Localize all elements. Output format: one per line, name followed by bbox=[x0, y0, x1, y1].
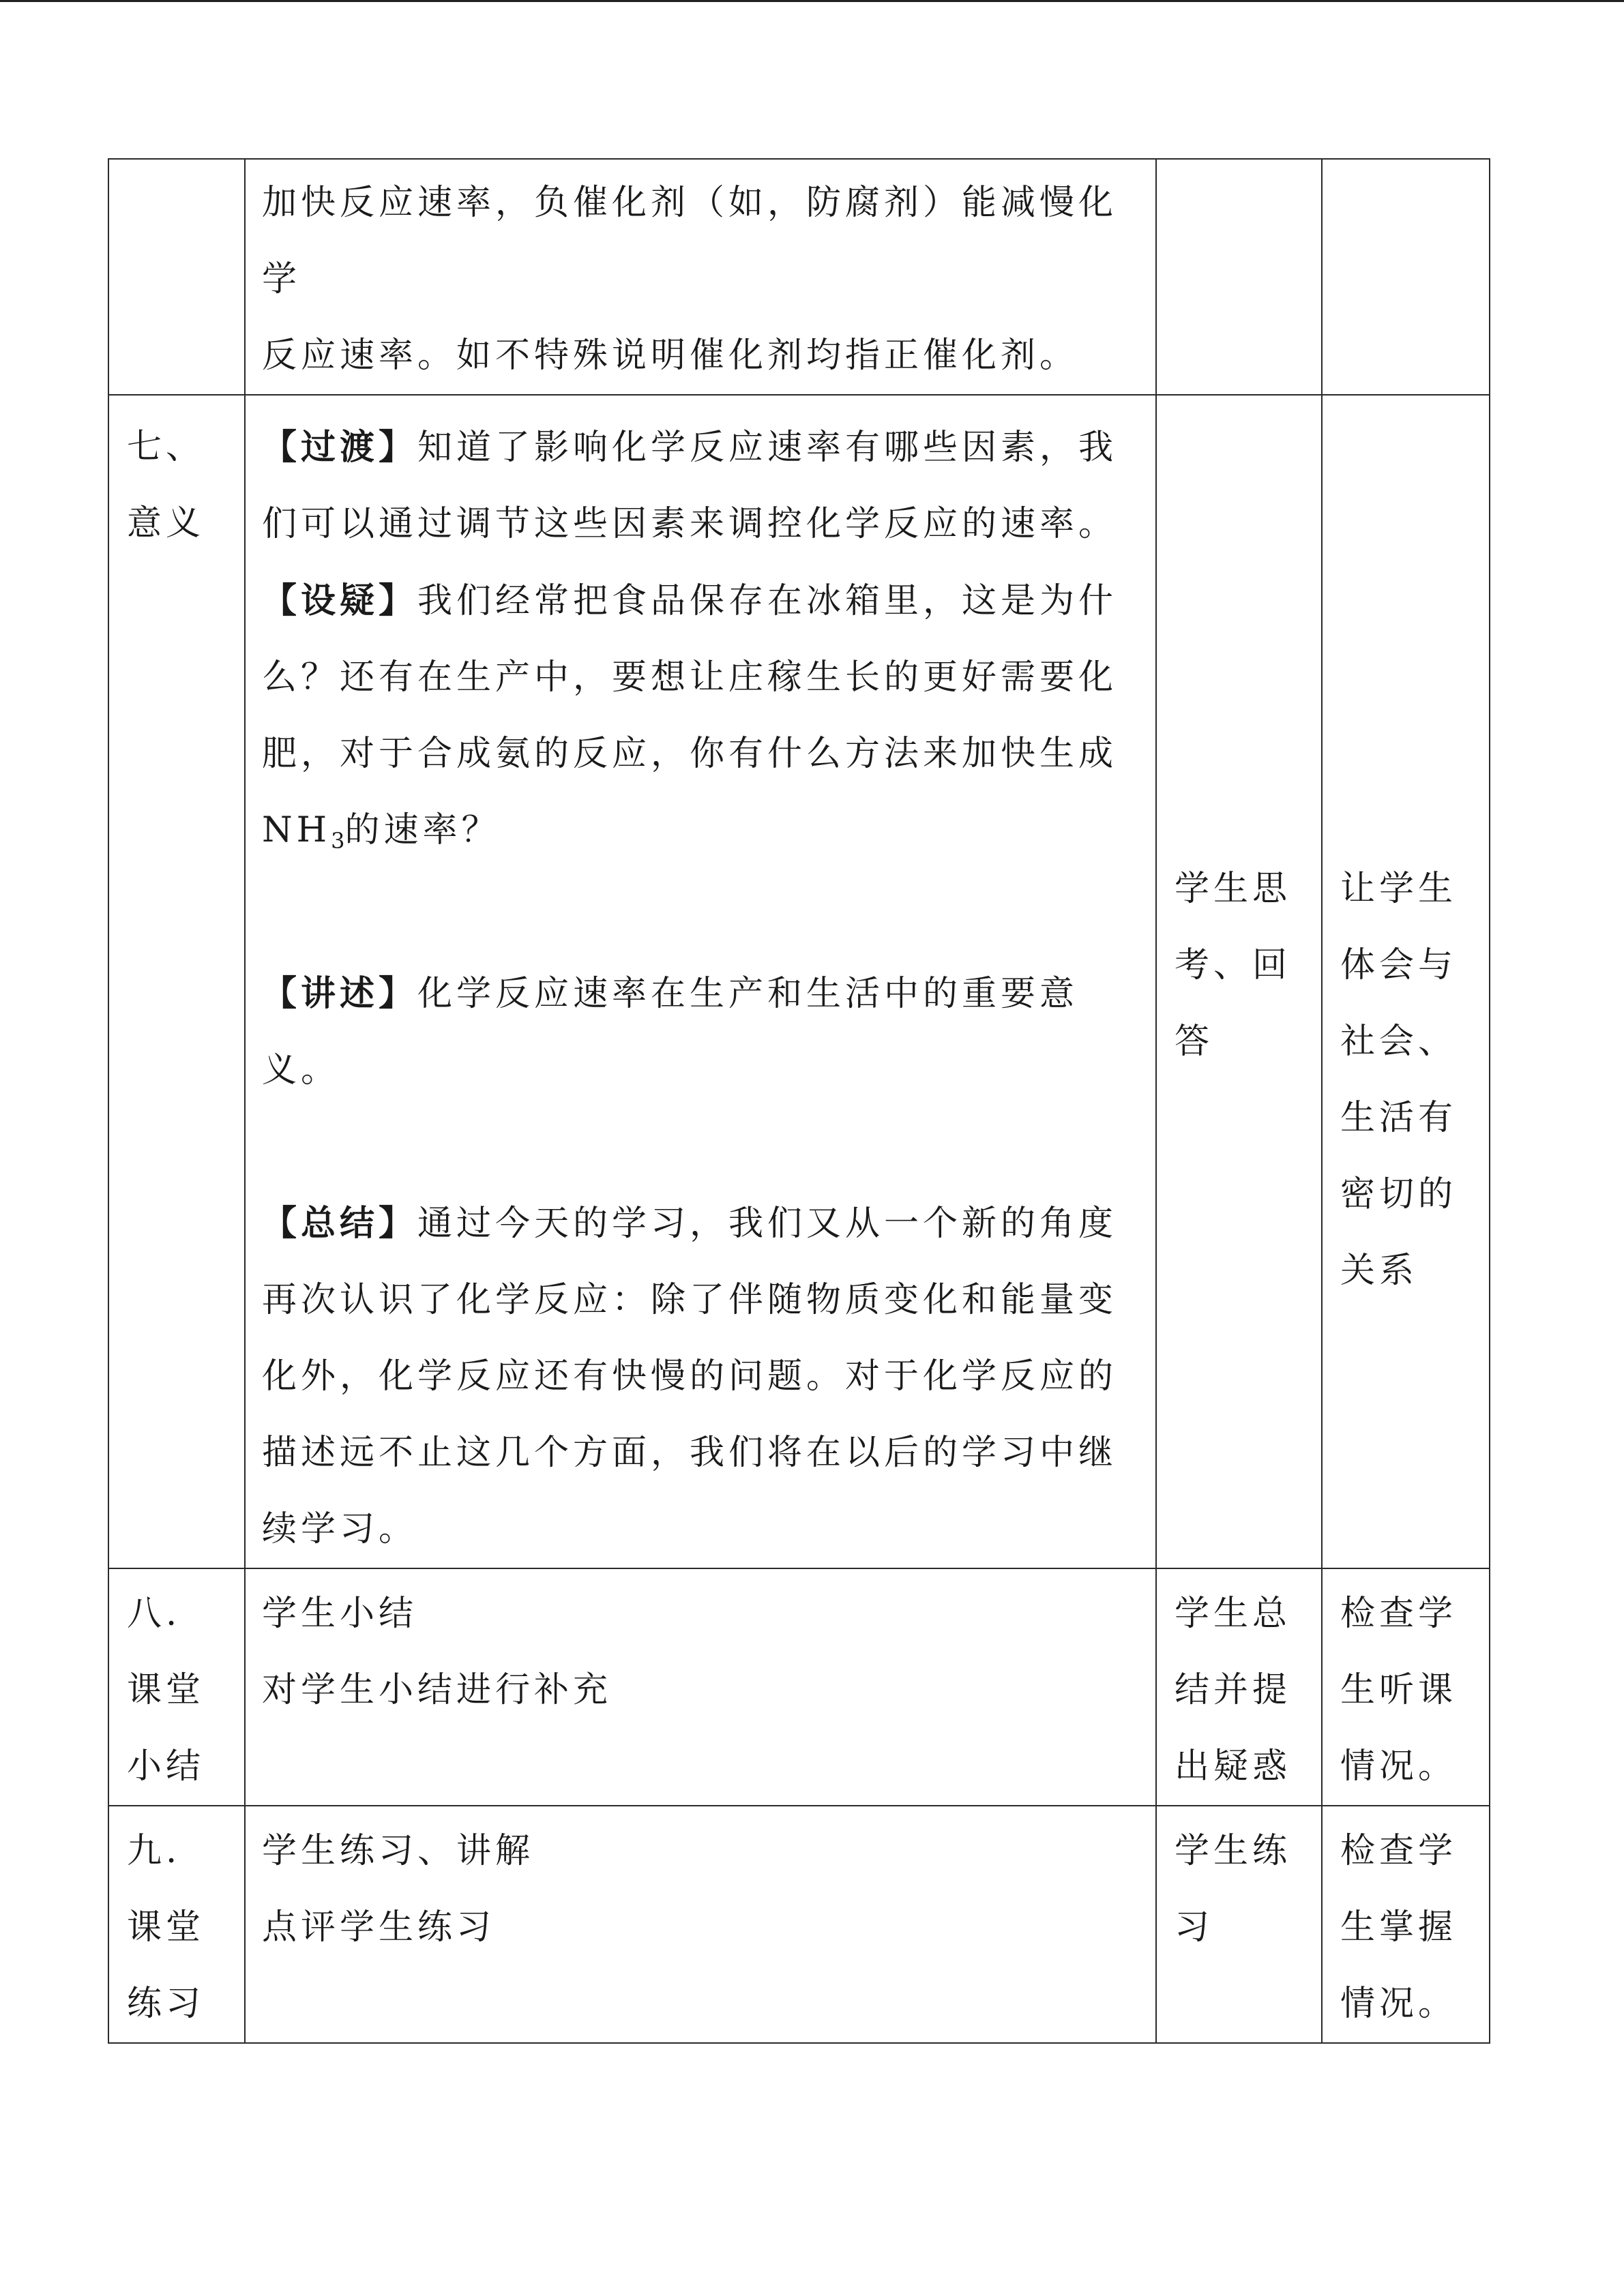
content-cell bbox=[245, 1568, 1156, 1806]
section-label: 九. 课堂 练习 bbox=[127, 1831, 205, 2024]
tag-label: 【总结】 bbox=[262, 1203, 418, 1244]
student-activity-cell bbox=[1156, 159, 1322, 395]
section-cell bbox=[108, 159, 245, 395]
student-activity-cell: 学生练 习 bbox=[1156, 1806, 1322, 2043]
tag-label: 【设疑】 bbox=[262, 580, 418, 621]
section-label: 八. 课堂 小结 bbox=[127, 1594, 205, 1787]
lesson-plan-table bbox=[108, 158, 1490, 2044]
section-cell bbox=[108, 395, 245, 1568]
paragraph-transition: 【过渡】知道了影响化学反应速率有哪些因素，我们可以通过调节这些因素来调控化学反应的速率。 bbox=[262, 427, 1118, 544]
table-row-class-summary bbox=[108, 1568, 1490, 1806]
paragraph-question: 【设疑】我们经常把食品保存在冰箱里，这是为什么？还有在生产中，要想让庄稼生长的更好需要化肥，对于合成氨的反应，你有什么方法来加快生成 $NH_3$的速率？ bbox=[262, 580, 1118, 854]
design-intent-cell: 检查学 生掌握 情况。 bbox=[1322, 1806, 1490, 2043]
student-activity-cell: 学生思 考、回 答 bbox=[1156, 395, 1322, 1568]
section-label: 七、 意义 bbox=[127, 427, 205, 543]
content-line: 反应速率。如不特殊说明催化剂均指正催化剂。 bbox=[262, 336, 1079, 376]
section-cell bbox=[108, 1806, 245, 2043]
content-line: 加快反应速率，负催化剂（如，防腐剂）能减慢化学 bbox=[262, 183, 1118, 299]
design-intent-cell: 检查学 生听课 情况。 bbox=[1322, 1568, 1490, 1806]
tag-label: 【讲述】 bbox=[262, 973, 418, 1014]
content-line: 对学生小结进行补充 bbox=[262, 1670, 612, 1710]
table-row-continuation bbox=[108, 159, 1490, 395]
tag-label: 【过渡】 bbox=[262, 427, 418, 468]
content-cell bbox=[245, 395, 1156, 1568]
chemical-formula: $NH_3$ bbox=[262, 810, 345, 854]
paragraph-lecture: 【讲述】化学反应速率在生产和生活中的重要意义。 bbox=[262, 973, 1079, 1090]
content-line: 点评学生练习 bbox=[262, 1907, 496, 1948]
page-top-border bbox=[0, 0, 1624, 2]
content-cell bbox=[245, 1806, 1156, 2043]
content-cell bbox=[245, 159, 1156, 395]
content-line: 学生练习、讲解 bbox=[262, 1831, 535, 1871]
table-row-significance bbox=[108, 395, 1490, 1568]
paragraph-summary: 【总结】通过今天的学习，我们又从一个新的角度再次认识了化学反应：除了伴随物质变化和能量变化外，化学反应还有快慢的问题。对于化学反应的描述远不止这几个方面，我们将在以后的学习中继续学习。 bbox=[262, 1203, 1118, 1549]
design-intent-cell: 让学生 体会与 社会、 生活有 密切的 关系 bbox=[1322, 395, 1490, 1568]
student-activity-cell: 学生总 结并提 出疑惑 bbox=[1156, 1568, 1322, 1806]
content-line: 学生小结 bbox=[262, 1594, 418, 1634]
design-intent-cell bbox=[1322, 159, 1490, 395]
section-cell bbox=[108, 1568, 245, 1806]
table-row-class-practice bbox=[108, 1806, 1490, 2043]
